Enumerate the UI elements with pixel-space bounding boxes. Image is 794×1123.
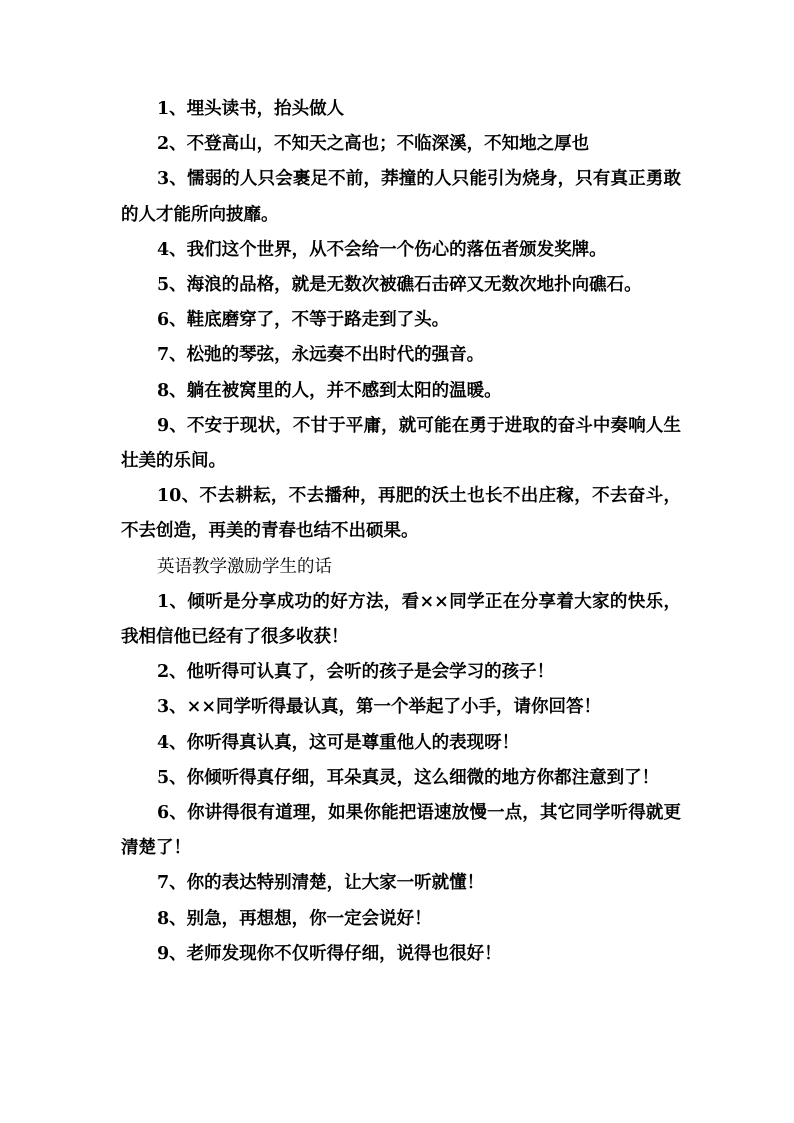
encouragement-item: 8、别急，再想想，你一定会说好！ bbox=[157, 908, 432, 929]
quote-paragraph: 2、不登高山，不知天之高也；不临深溪，不知地之厚也 bbox=[157, 134, 590, 155]
quote-paragraph: 10、不去耕耘，不去播种，再肥的沃土也长不出庄稼，不去奋斗，不去创造，再美的青春也结不出硕果。 bbox=[121, 486, 681, 542]
quote-paragraph: 9、不安于现状，不甘于平庸，就可能在勇于进取的奋斗中奏响人生壮美的乐间。 bbox=[121, 415, 681, 472]
quote-paragraph: 6、鞋底磨穿了，不等于路走到了头。 bbox=[157, 310, 450, 331]
encouragement-item: 3、××同学听得最认真，第一个举起了小手，请你回答！ bbox=[157, 697, 602, 718]
document-body bbox=[121, 92, 681, 972]
quote-paragraph: 1、埋头读书，抬头做人 bbox=[157, 99, 345, 119]
quote-paragraph: 8、躺在被窝里的人，并不感到太阳的温暖。 bbox=[157, 380, 502, 401]
encouragement-item: 1、倾听是分享成功的好方法，看××同学正在分享着大家的快乐，我相信他已经有了很多收获！ bbox=[121, 591, 681, 648]
section-heading: 英语教学激励学生的话 bbox=[157, 556, 332, 577]
encouragement-item: 9、老师发现你不仅听得仔细，说得也很好！ bbox=[157, 943, 502, 964]
encouragement-item: 6、你讲得很有道理，如果你能把语速放慢一点，其它同学听得就更清楚了！ bbox=[121, 803, 681, 859]
encouragement-item: 2、他听得可认真了，会听的孩子是会学习的孩子！ bbox=[157, 662, 555, 683]
quote-paragraph: 7、松弛的琴弦，永远奏不出时代的强音。 bbox=[157, 345, 485, 366]
quote-paragraph: 3、懦弱的人只会裹足不前，莽撞的人只能引为烧身，只有真正勇敢的人才能所向披靡。 bbox=[121, 169, 681, 225]
encouragement-item: 4、你听得真认真，这可是尊重他人的表现呀！ bbox=[157, 732, 520, 753]
quote-paragraph: 5、海浪的品格，就是无数次被礁石击碎又无数次地扑向礁石。 bbox=[157, 275, 642, 296]
quote-paragraph: 4、我们这个世界，从不会给一个伤心的落伍者颁发奖牌。 bbox=[157, 239, 607, 260]
encouragement-item: 7、你的表达特别清楚，让大家一听就懂！ bbox=[157, 873, 485, 894]
encouragement-item: 5、你倾听得真仔细，耳朵真灵，这么细微的地方你都注意到了！ bbox=[157, 767, 660, 788]
